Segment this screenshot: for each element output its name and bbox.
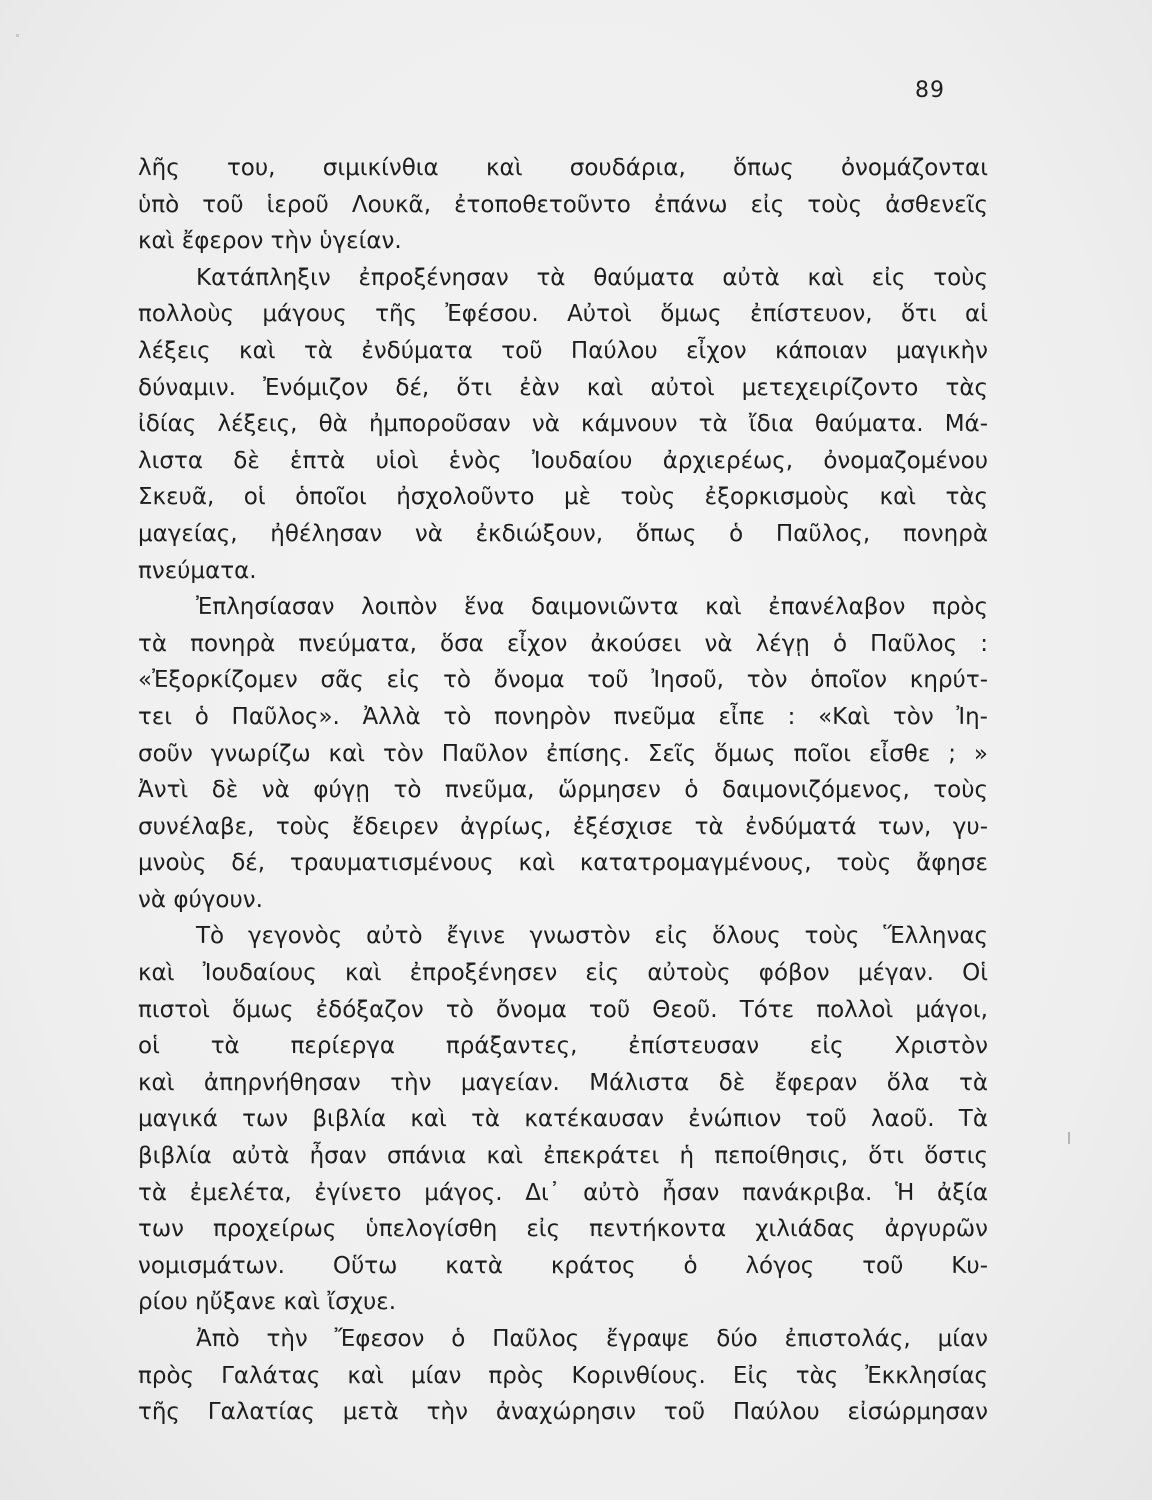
text-line: πνεύματα. [138, 557, 257, 584]
text-line: Ἐπλησίασαν λοιπὸν ἕνα δαιμονιῶντα καὶ ἐπανέλαβον πρὸς [196, 594, 988, 621]
text-line: βιβλία αὐτὰ ἦσαν σπάνια καὶ ἐπεκράτει ἡ πεποίθησις, ὅτι ὅστις [138, 1143, 988, 1170]
text-line: νὰ φύγουν. [138, 886, 263, 913]
text-line: μαγείας, ἠθέλησαν νὰ ἐκδιώξουν, ὅπως ὁ Παῦλος, πονηρὰ [138, 520, 988, 547]
text-line: Σκευᾶ, οἱ ὁποῖοι ἠσχολοῦντο μὲ τοὺς ἐξορκισμοὺς καὶ τὰς [138, 484, 988, 511]
text-line: Κατάπληξιν ἐπροξένησαν τὰ θαύματα αὐτὰ καὶ εἰς τοὺς [196, 264, 988, 291]
text-line: των προχείρως ὑπελογίσθη εἰς πεντήκοντα χιλιάδας ἀργυρῶν [138, 1216, 988, 1243]
text-line: μνοὺς δέ, τραυματισμένους καὶ κατατρομαγμένους, τοὺς ἄφησε [138, 850, 988, 877]
text-line: νομισμάτων. Οὕτω κατὰ κράτος ὁ λόγος τοῦ Κυ- [138, 1252, 988, 1279]
text-line: καὶ ἀπηρνήθησαν τὴν μαγείαν. Μάλιστα δὲ ἔφεραν ὅλα τὰ [138, 1069, 988, 1096]
text-line: Ἀντὶ δὲ νὰ φύγῃ τὸ πνεῦμα, ὥρμησεν ὁ δαιμονιζόμενος, τοὺς [138, 777, 988, 804]
text-line: πολλοὺς μάγους τῆς Ἐφέσου. Αὐτοὶ ὅμως ἐπίστευον, ὅτι αἱ [138, 301, 988, 328]
text-line: συνέλαβε, τοὺς ἔδειρεν ἀγρίως, ἐξέσχισε τὰ ἐνδύματά των, γυ- [138, 813, 988, 840]
text-line: πρὸς Γαλάτας καὶ μίαν πρὸς Κορινθίους. Εἰς τὰς Ἐκκλησίας [138, 1362, 988, 1389]
body-text [138, 150, 988, 1431]
text-line: σοῦν γνωρίζω καὶ τὸν Παῦλον ἐπίσης. Σεῖς ὅμως ποῖοι εἶσθε ; » [138, 740, 988, 767]
text-line: Τὸ γεγονὸς αὐτὸ ἔγινε γνωστὸν εἰς ὅλους τοὺς Ἕλληνας [196, 923, 988, 950]
text-line: λέξεις καὶ τὰ ἐνδύματα τοῦ Παύλου εἶχον κάποιαν μαγικὴν [138, 337, 988, 364]
text-line: τῆς Γαλατίας μετὰ τὴν ἀναχώρησιν τοῦ Παύλου εἰσώρμησαν [138, 1399, 988, 1426]
text-line: «Ἐξορκίζομεν σᾶς εἰς τὸ ὄνομα τοῦ Ἰησοῦ, τὸν ὁποῖον κηρύτ- [138, 667, 988, 694]
text-line: τει ὁ Παῦλος». Ἀλλὰ τὸ πονηρὸν πνεῦμα εἶπε : «Καὶ τὸν Ἰη- [138, 703, 988, 730]
text-line: πιστοὶ ὅμως ἐδόξαζον τὸ ὄνομα τοῦ Θεοῦ. Τότε πολλοὶ μάγοι, [138, 996, 988, 1023]
text-line: δύναμιν. Ἐνόμιζον δέ, ὅτι ἐὰν καὶ αὐτοὶ μετεχειρίζοντο τὰς [138, 374, 988, 401]
page-number: 89 [915, 78, 945, 103]
scan-speck [16, 34, 19, 37]
text-line: λῆς του, σιμικίνθια καὶ σουδάρια, ὅπως ὀνομάζονται [138, 155, 988, 181]
text-line: ἰδίας λέξεις, θὰ ἠμποροῦσαν νὰ κάμνουν τὰ ἴδια θαύματα. Μά- [138, 411, 988, 438]
text-line: τὰ ἐμελέτα, ἐγίνετο μάγος. Δι᾿ αὐτὸ ἦσαν πανάκριβα. Ἡ ἀξία [138, 1179, 988, 1206]
text-line: λιστα δὲ ἑπτὰ υἱοὶ ἑνὸς Ἰουδαίου ἀρχιερέως, ὀνομαζομένου [138, 447, 988, 474]
text-line: ρίου ηὔξανε καὶ ἴσχυε. [138, 1289, 397, 1316]
text-line: μαγικά των βιβλία καὶ τὰ κατέκαυσαν ἐνώπιον τοῦ λαοῦ. Τὰ [138, 1106, 988, 1133]
text-line: καὶ ἔφερον τὴν ὑγείαν. [138, 228, 402, 255]
text-line: τὰ πονηρὰ πνεύματα, ὅσα εἶχον ἀκούσει νὰ λέγῃ ὁ Παῦλος : [138, 630, 988, 657]
text-line: Ἀπὸ τὴν Ἔφεσον ὁ Παῦλος ἔγραψε δύο ἐπιστολάς, μίαν [196, 1326, 988, 1352]
text-line: ὑπὸ τοῦ ἱεροῦ Λουκᾶ, ἐτοποθετοῦντο ἐπάνω εἰς τοὺς ἀσθενεῖς [138, 191, 988, 218]
text-line: καὶ Ἰουδαίους καὶ ἐπροξένησεν εἰς αὐτοὺς φόβον μέγαν. Οἱ [138, 960, 988, 987]
margin-mark [1068, 1132, 1070, 1144]
text-line: οἱ τὰ περίεργα πράξαντες, ἐπίστευσαν εἰς Χριστὸν [138, 1033, 988, 1060]
